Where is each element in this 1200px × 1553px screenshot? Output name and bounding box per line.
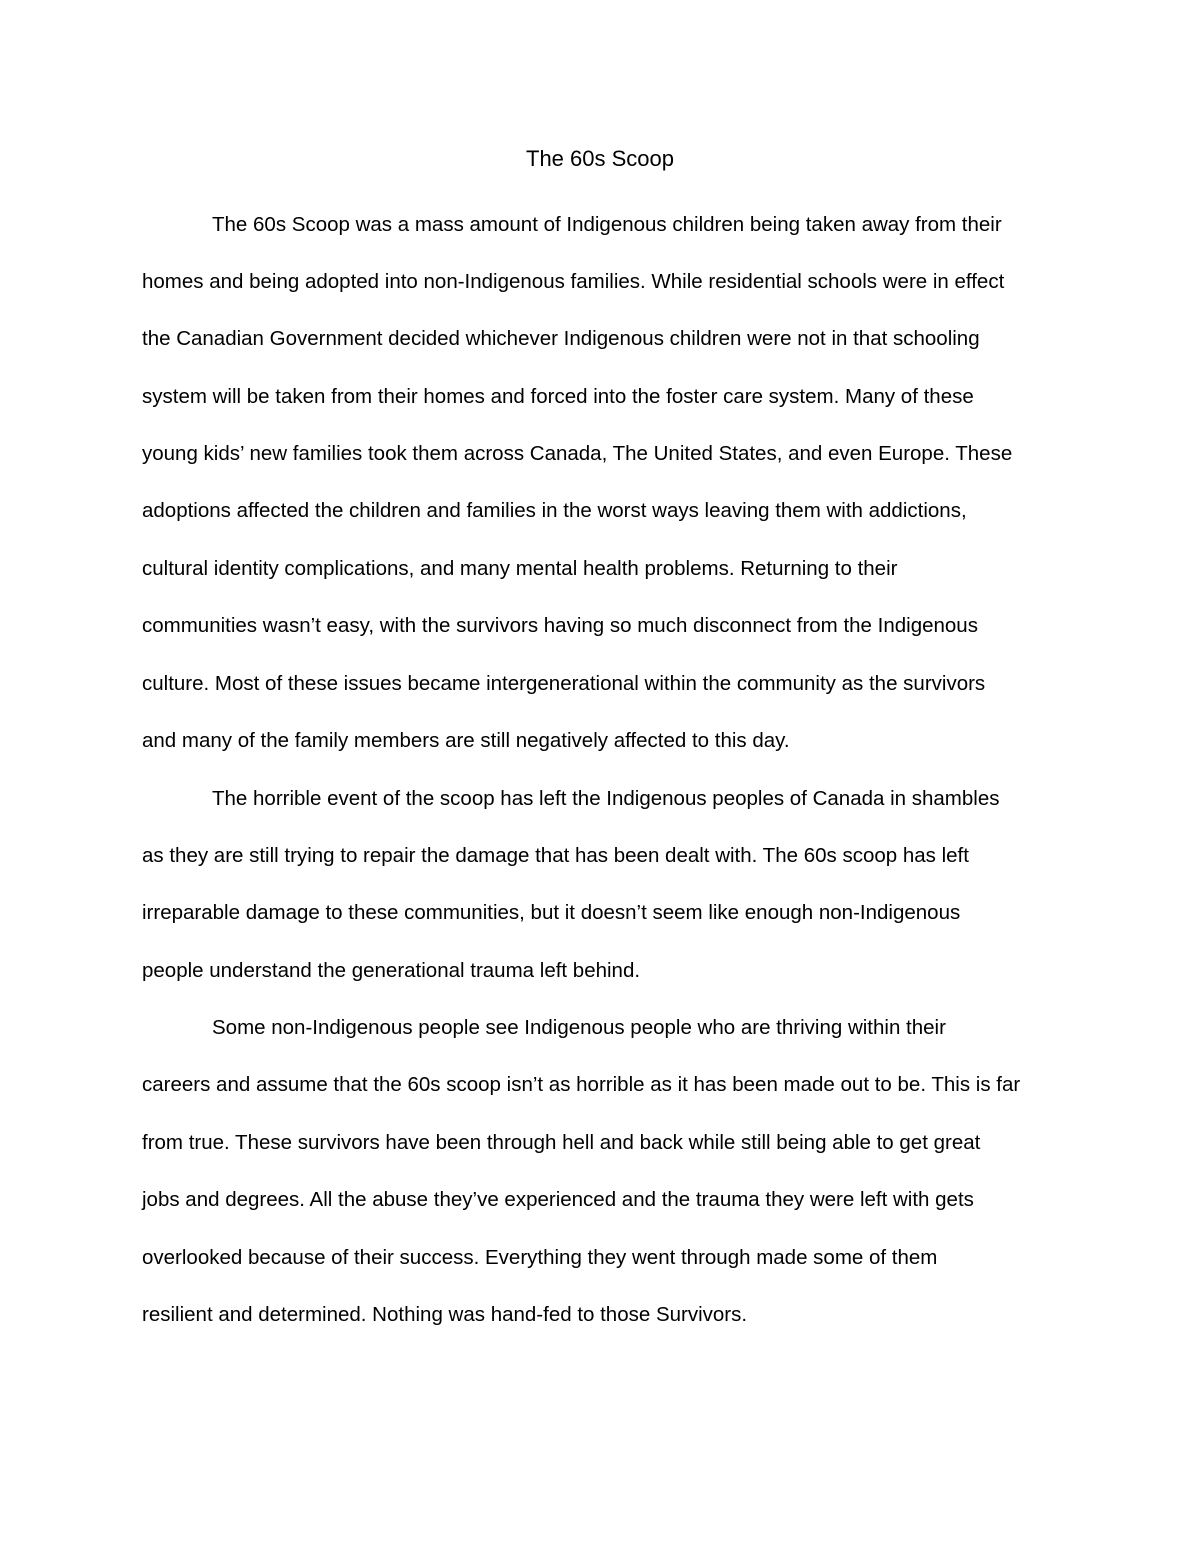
paragraph-line: The 60s Scoop was a mass amount of Indigenous children being taken away from their bbox=[212, 213, 1002, 236]
paragraph-line: people understand the generational trauma left behind. bbox=[142, 959, 641, 982]
paragraph-line: as they are still trying to repair the damage that has been dealt with. The 60s scoop has left bbox=[142, 844, 969, 867]
document-title: The 60s Scoop bbox=[526, 146, 674, 171]
paragraph-line: system will be taken from their homes and forced into the foster care system. Many of these bbox=[142, 385, 974, 408]
paragraph-line: Some non-Indigenous people see Indigenous people who are thriving within their bbox=[212, 1016, 946, 1039]
paragraph-line: The horrible event of the scoop has left the Indigenous peoples of Canada in shambles bbox=[212, 787, 1000, 810]
paragraph-line: careers and assume that the 60s scoop isn’t as horrible as it has been made out to be. This is far bbox=[142, 1073, 1021, 1096]
paragraph-line: and many of the family members are still negatively affected to this day. bbox=[142, 729, 790, 752]
paragraph-line: irreparable damage to these communities, but it doesn’t seem like enough non-Indigenous bbox=[142, 901, 961, 924]
paragraph-line: the Canadian Government decided whichever Indigenous children were not in that schooling bbox=[142, 327, 980, 350]
paragraph-line: cultural identity complications, and many mental health problems. Returning to their bbox=[142, 557, 898, 580]
paragraph-line: overlooked because of their success. Everything they went through made some of them bbox=[142, 1246, 938, 1269]
paragraph-line: resilient and determined. Nothing was hand-fed to those Survivors. bbox=[142, 1303, 748, 1326]
paragraph-line: young kids’ new families took them across Canada, The United States, and even Europe. These bbox=[142, 442, 1013, 465]
paragraph-line: homes and being adopted into non-Indigenous families. While residential schools were in effect bbox=[142, 270, 1005, 293]
paragraph-line: communities wasn’t easy, with the survivors having so much disconnect from the Indigenous bbox=[142, 614, 978, 637]
paragraph-line: culture. Most of these issues became intergenerational within the community as the survivors bbox=[142, 672, 986, 695]
paragraph-line: adoptions affected the children and families in the worst ways leaving them with addictions, bbox=[142, 499, 967, 522]
paragraph-line: jobs and degrees. All the abuse they’ve experienced and the trauma they were left with gets bbox=[142, 1188, 974, 1211]
paragraph-line: from true. These survivors have been through hell and back while still being able to get great bbox=[142, 1131, 981, 1154]
